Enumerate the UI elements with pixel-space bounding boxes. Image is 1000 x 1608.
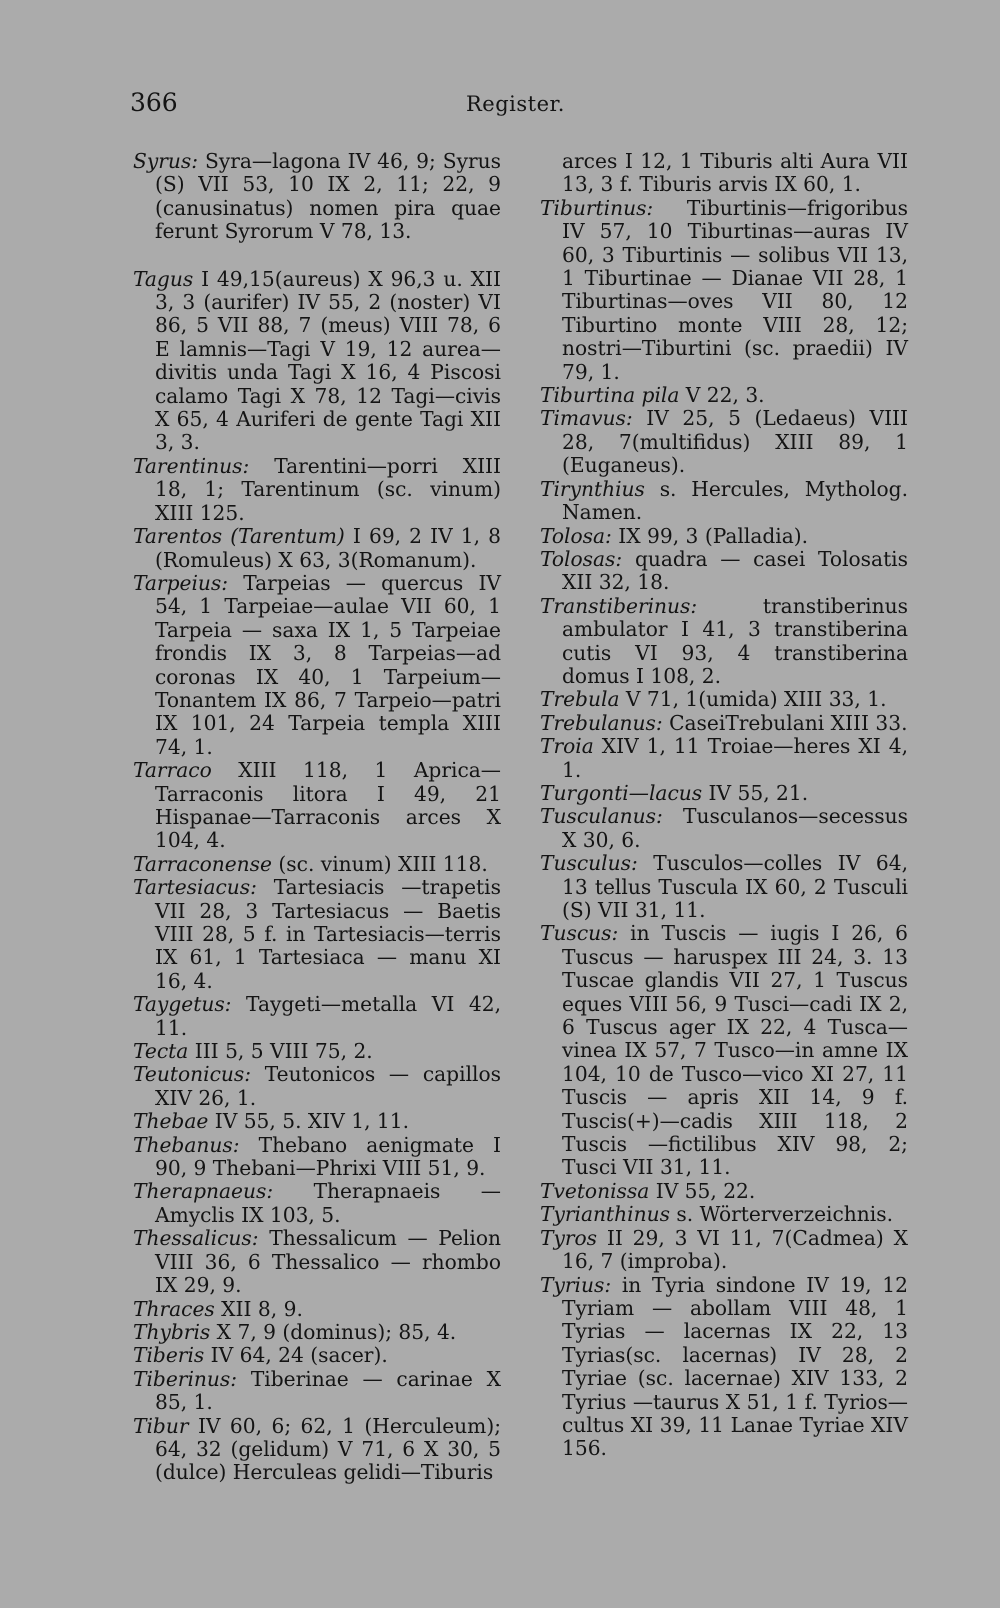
entry-text: IX 99, 3 (Palladia). bbox=[611, 523, 809, 548]
entry-headword: Thybris bbox=[133, 1319, 211, 1344]
index-entry bbox=[133, 1368, 501, 1415]
entry-text: s. Hercules, Mytholog. Namen. bbox=[562, 476, 908, 525]
index-entry bbox=[133, 1134, 501, 1181]
entry-text: Tusculanos—secessus X 30, 6. bbox=[562, 804, 908, 852]
entry-text: CaseiTrebulani XIII 33. bbox=[662, 710, 908, 735]
entry-text: Teutonicos — capillos XIV 26, 1. bbox=[155, 1062, 501, 1110]
index-entry bbox=[133, 993, 501, 1040]
index-entry bbox=[133, 572, 501, 759]
index-entry bbox=[133, 1344, 501, 1367]
index-entry bbox=[133, 1180, 501, 1227]
entry-text: III 5, 5 VIII 75, 2. bbox=[188, 1039, 373, 1064]
index-entry-continued bbox=[540, 150, 908, 197]
index-entry bbox=[133, 1110, 501, 1133]
entry-text: Tartesiacis —trapetis VII 28, 3 Tartesiacus — Baetis VIII 28, 5 f. in Tartesiacis—terris IX 61, 1 Tartesiaca — manu XI 16, 4. bbox=[155, 875, 501, 993]
index-entry bbox=[540, 1274, 908, 1461]
index-entry bbox=[540, 712, 908, 735]
entry-text: I 49,15(aureus) X 96,3 u. XII 3, 3 (aurifer) IV 55, 2 (noster) VI 86, 5 VII 88, 7 (meus) VIII 78, 6 E lamnis—Tagi V 19, 12 aurea—divitis unda Tagi X 16, 4 Piscosi calamo Tagi X 78, 12 Tagi—civis X 65, 4 Auriferi de gente Tagi XII 3, 3. bbox=[155, 266, 501, 455]
entry-headword: Tolosas: bbox=[540, 546, 623, 571]
entry-headword: Taygetus: bbox=[133, 992, 232, 1017]
entry-headword: Tyros bbox=[540, 1225, 598, 1250]
entry-headword: Tiburtina pila bbox=[540, 383, 680, 408]
entry-headword: Tarraco bbox=[133, 758, 212, 783]
entry-headword: Tiburtinus: bbox=[540, 195, 654, 220]
index-entry bbox=[133, 525, 501, 572]
entry-headword: Tusculanus: bbox=[540, 804, 663, 829]
entry-text: Taygeti—metalla VI 42, 11. bbox=[155, 992, 501, 1040]
entry-text: IV 60, 6; 62, 1 (Herculeum); 64, 32 (gelidum) V 71, 6 X 30, 5 (dulce) Herculeas gelidi—Tiburis bbox=[155, 1413, 501, 1485]
entry-text: quadra — casei Tolosatis XII 32, 18. bbox=[562, 546, 908, 595]
index-entry bbox=[540, 384, 908, 407]
index-entry bbox=[133, 1227, 501, 1297]
entry-text: IV 55, 22. bbox=[649, 1178, 756, 1203]
index-entry bbox=[133, 1415, 501, 1485]
entry-headword: Tiberis bbox=[133, 1343, 205, 1368]
entry-text: Tiberinae — carinae X 85, 1. bbox=[155, 1366, 501, 1415]
entry-text: V 71, 1(umida) XIII 33, 1. bbox=[619, 687, 887, 712]
entry-headword: Tarentinus: bbox=[133, 453, 250, 478]
entry-headword: Tagus bbox=[133, 266, 194, 291]
entry-headword: Thebanus: bbox=[133, 1132, 240, 1157]
entry-headword: Tartesiacus: bbox=[133, 875, 257, 900]
left-column bbox=[133, 150, 501, 1485]
right-column bbox=[540, 150, 908, 1461]
index-entry bbox=[540, 805, 908, 852]
entry-text: XII 8, 9. bbox=[214, 1296, 303, 1321]
index-entry bbox=[133, 1063, 501, 1110]
entry-headword: Transtiberinus: bbox=[540, 593, 698, 618]
entry-text: Therapnaeis — Amyclis IX 103, 5. bbox=[155, 1179, 501, 1227]
entry-headword: Tvetonissa bbox=[540, 1178, 650, 1203]
entry-text: in Tuscis — iugis I 26, 6 Tuscus — haruspex III 24, 3. 13 Tuscae glandis VII 27, 1 Tuscus eques VIII 56, 9 Tusci—cadi IX 2, 6 Tuscus ager IX 22, 4 Tusca—vinea IX 57, 7 Tusco—in amne IX 104, 10 de Tusco—vico XI 27, 11 Tuscis — apris XII 14, 9 f. Tuscis(+)—cadis XIII 118, 2 Tuscis —fictilibus XIV 98, 2; Tusci VII 31, 11. bbox=[562, 921, 908, 1180]
entry-text: Tiburtinis—frigoribus IV 57, 10 Tiburtinas—auras IV 60, 3 Tiburtinis — solibus VII 13, 1 Tiburtinae — Dianae VII 28, 1 Tiburtinas—oves VII 80, 12 Tiburtino monte VIII 28, 12; nostri—Tiburtini (sc. praedii) IV 79, 1. bbox=[562, 195, 908, 384]
entry-headword: Syrus: bbox=[133, 149, 199, 173]
entry-text: V 22, 3. bbox=[679, 383, 765, 408]
entry-text: II 29, 3 VI 11, 7(Cadmea) X 16, 7 (improba). bbox=[562, 1225, 908, 1274]
index-entry bbox=[540, 852, 908, 922]
entry-text: Tusculos—colles IV 64, 13 tellus Tuscula IX 60, 2 Tusculi (S) VII 31, 11. bbox=[562, 851, 908, 922]
entry-headword: Troia bbox=[540, 734, 594, 759]
entry-headword: Turgonti—lacus bbox=[540, 780, 703, 805]
entry-headword: Tibur bbox=[133, 1413, 189, 1438]
entry-text: arces I 12, 1 Tiburis alti Aura VII 13, 3 f. Tiburis arvis IX 60, 1. bbox=[562, 149, 908, 197]
entry-text: X 7, 9 (dominus); 85, 4. bbox=[210, 1319, 457, 1344]
entry-text: XIII 118, 1 Aprica—Tarraconis litora I 49, 21 Hispanae—Tarraconis arces X 104, 4. bbox=[155, 758, 501, 853]
entry-headword: Teutonicus: bbox=[133, 1062, 252, 1087]
entry-headword: Trebula bbox=[540, 687, 620, 712]
entry-text: IV 64, 24 (sacer). bbox=[204, 1343, 388, 1368]
index-entry bbox=[133, 150, 501, 244]
entry-headword: Therapnaeus: bbox=[133, 1179, 274, 1204]
entry-headword: Thebae bbox=[133, 1109, 209, 1134]
index-entry bbox=[133, 1321, 501, 1344]
index-entry bbox=[133, 876, 501, 993]
index-entry bbox=[540, 407, 908, 477]
entry-headword: Tusculus: bbox=[540, 851, 638, 876]
entry-text: XIV 1, 11 Troiae—heres XI 4, 1. bbox=[562, 734, 908, 782]
entry-text: Syra—lagona IV 46, 9; Syrus (S) VII 53, 10 IX 2, 11; 22, 9 (canusinatus) nomen pira quae ferunt Syrorum V 78, 13. bbox=[155, 149, 501, 244]
entry-headword: Tirynthius bbox=[540, 476, 645, 501]
entry-text: transtiberinus ambulator I 41, 3 transtiberina cutis VI 93, 4 transtiberina domus I 108, 2. bbox=[562, 593, 908, 688]
index-entry bbox=[540, 1180, 908, 1203]
index-entry bbox=[540, 735, 908, 782]
entry-headword: Tarentos (Tarentum) bbox=[133, 524, 345, 549]
entry-text: I 69, 2 IV 1, 8 (Romuleus) X 63, 3(Romanum). bbox=[155, 524, 501, 572]
index-entry bbox=[133, 853, 501, 876]
entry-headword: Tolosa: bbox=[540, 523, 612, 548]
entry-text: Tarpeias — quercus IV 54, 1 Tarpeiae—aulae VII 60, 1 Tarpeia — saxa IX 1, 5 Tarpeiae frondis IX 3, 8 Tarpeias—ad coronas IX 40, 1 Tarpeium—Tonantem IX 86, 7 Tarpeio—patri IX 101, 24 Tarpeia templa XIII 74, 1. bbox=[155, 570, 501, 759]
page-header bbox=[0, 88, 1000, 128]
entry-text: IV 55, 5. XIV 1, 11. bbox=[208, 1109, 410, 1134]
entry-headword: Tiberinus: bbox=[133, 1366, 238, 1391]
index-entry bbox=[133, 1298, 501, 1321]
entry-headword: Tarpeius: bbox=[133, 570, 229, 595]
entry-text: (sc. vinum) XIII 118. bbox=[272, 851, 488, 876]
index-entry bbox=[540, 1227, 908, 1274]
entry-text: s. Wörterverzeichnis. bbox=[669, 1202, 894, 1227]
entry-text: Thessalicum — Pelion VIII 36, 6 Thessalico — rhombo IX 29, 9. bbox=[155, 1226, 501, 1298]
index-entry bbox=[540, 525, 908, 548]
index-entry bbox=[540, 197, 908, 384]
index-entry bbox=[133, 455, 501, 525]
entry-text: in Tyria sindone IV 19, 12 Tyriam — abollam VIII 48, 1 Tyrias — lacernas IX 22, 13 Tyrias(sc. lacernas) IV 28, 2 Tyriae (sc. lacernae) XIV 133, 2 Tyrius —taurus X 51, 1 f. Tyrios—cultus XI 39, 11 Lanae Tyriae XIV 156. bbox=[562, 1272, 908, 1461]
entry-headword: Thessalicus: bbox=[133, 1226, 259, 1251]
index-entry bbox=[540, 1203, 908, 1226]
page-number: 366 bbox=[130, 88, 178, 117]
index-entry bbox=[540, 595, 908, 689]
entry-text: Tarentini—porri XIII 18, 1; Tarentinum (sc. vinum) XIII 125. bbox=[155, 453, 501, 525]
entry-headword: Tuscus: bbox=[540, 921, 619, 946]
entry-headword: Tarraconense bbox=[133, 851, 272, 876]
entry-text: IV 55, 21. bbox=[702, 780, 809, 805]
entry-headword: Tecta bbox=[133, 1039, 189, 1064]
running-head: Register. bbox=[466, 92, 565, 116]
index-entry bbox=[540, 688, 908, 711]
index-entry bbox=[133, 759, 501, 853]
entry-text: Thebano aenigmate I 90, 9 Thebani—Phrixi VIII 51, 9. bbox=[155, 1132, 501, 1181]
index-entry bbox=[133, 268, 501, 455]
index-entry bbox=[133, 1040, 501, 1063]
index-entry bbox=[540, 782, 908, 805]
index-entry bbox=[540, 922, 908, 1179]
entry-headword: Tyrianthinus bbox=[540, 1202, 670, 1227]
entry-headword: Timavus: bbox=[540, 406, 633, 431]
entry-headword: Thraces bbox=[133, 1296, 215, 1321]
index-entry bbox=[540, 478, 908, 525]
index-entry bbox=[540, 548, 908, 595]
entry-headword: Tyrius: bbox=[540, 1272, 612, 1297]
entry-text: IV 25, 5 (Ledaeus) VIII 28, 7(multifidus) XIII 89, 1 (Euganeus). bbox=[562, 406, 908, 478]
entry-headword: Trebulanus: bbox=[540, 710, 663, 735]
